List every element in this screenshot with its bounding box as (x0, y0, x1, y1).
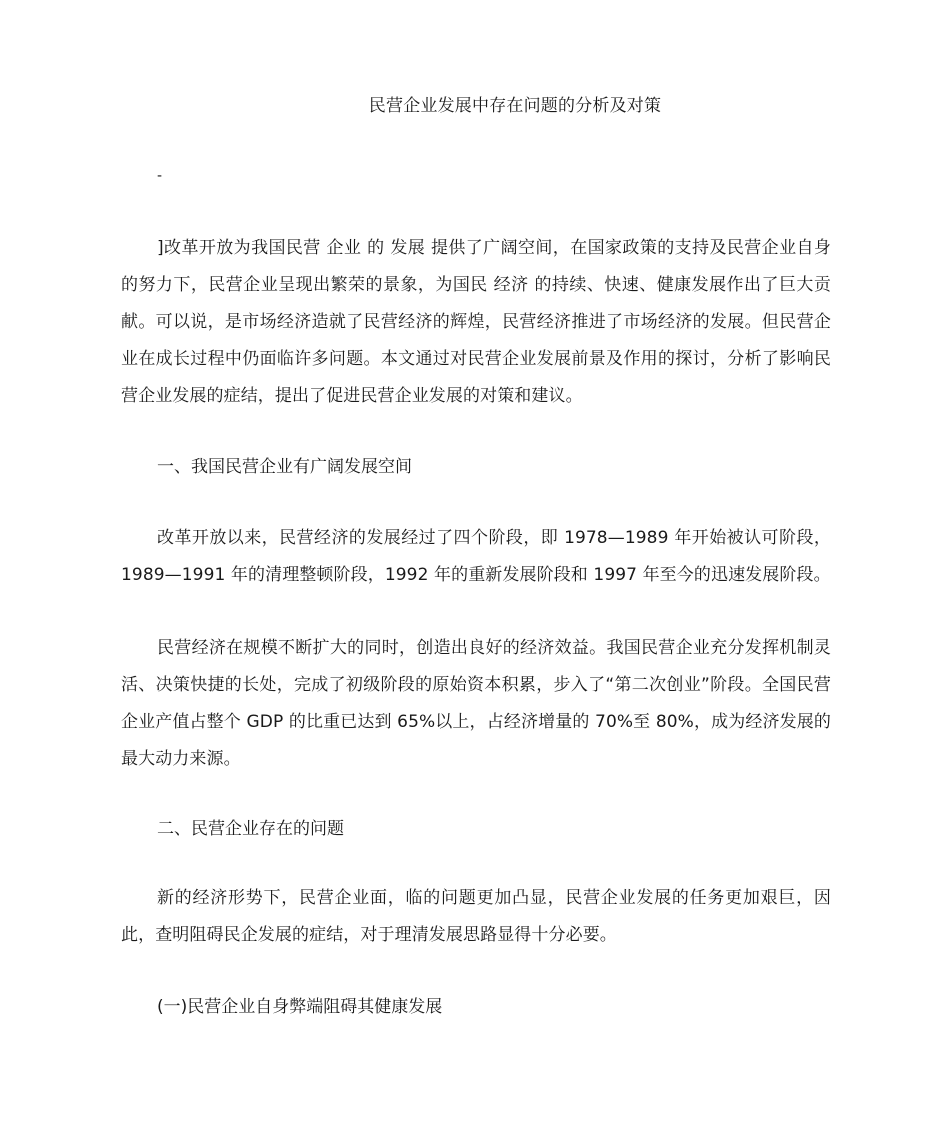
section-1-heading: 一、我国民营企业有广阔发展空间 (157, 457, 412, 477)
subsection-1-heading: (一)民营企业自身弊端阻碍其健康发展 (157, 997, 443, 1017)
section-2-paragraph-1: 新的经济形势下，民营企业面，临的问题更加凸显，民营企业发展的任务更加艰巨，因此，查明阻碍民企发展的症结，对于理清发展思路显得十分必要。 (121, 888, 831, 945)
section-1-paragraph-2: 民营经济在规模不断扩大的同时，创造出良好的经济效益。我国民营企业充分发挥机制灵活、决策快捷的长处，完成了初级阶段的原始资本积累，步入了“第二次创业”阶段。全国民营企业产值占整个 GDP 的比重已达到 65%以上，占经济增量的 70%至 80%，成为经济发展的最大动力来源。 (121, 638, 831, 769)
document-title: 民营企业发展中存在问题的分析及对策 (368, 96, 662, 116)
abstract-paragraph: ]改革开放为我国民营 企业 的 发展 提供了广阔空间，在国家政策的支持及民营企业自身的努力下，民营企业呈现出繁荣的景象，为国民 经济 的持续、快速、健康发展作出了巨大贡献。可以说，是市场经济造就了民营经济的辉煌，民营经济推进了市场经济的发展。但民营企业在成长过程中仍面临许多问题。本文通过对民营企业发展前景及作用的探讨，分析了影响民营企业发展的症结，提出了促进民营企业发展的对策和建议。 (121, 238, 831, 406)
section-1-paragraph-1: 改革开放以来，民营经济的发展经过了四个阶段，即 1978—1989 年开始被认可阶段，1989—1991 年的清理整顿阶段，1992 年的重新发展阶段和 1997 年至今的迅速发展阶段。 (121, 528, 831, 585)
separator-dash: - (157, 168, 163, 184)
section-2-heading: 二、民营企业存在的问题 (157, 819, 344, 839)
